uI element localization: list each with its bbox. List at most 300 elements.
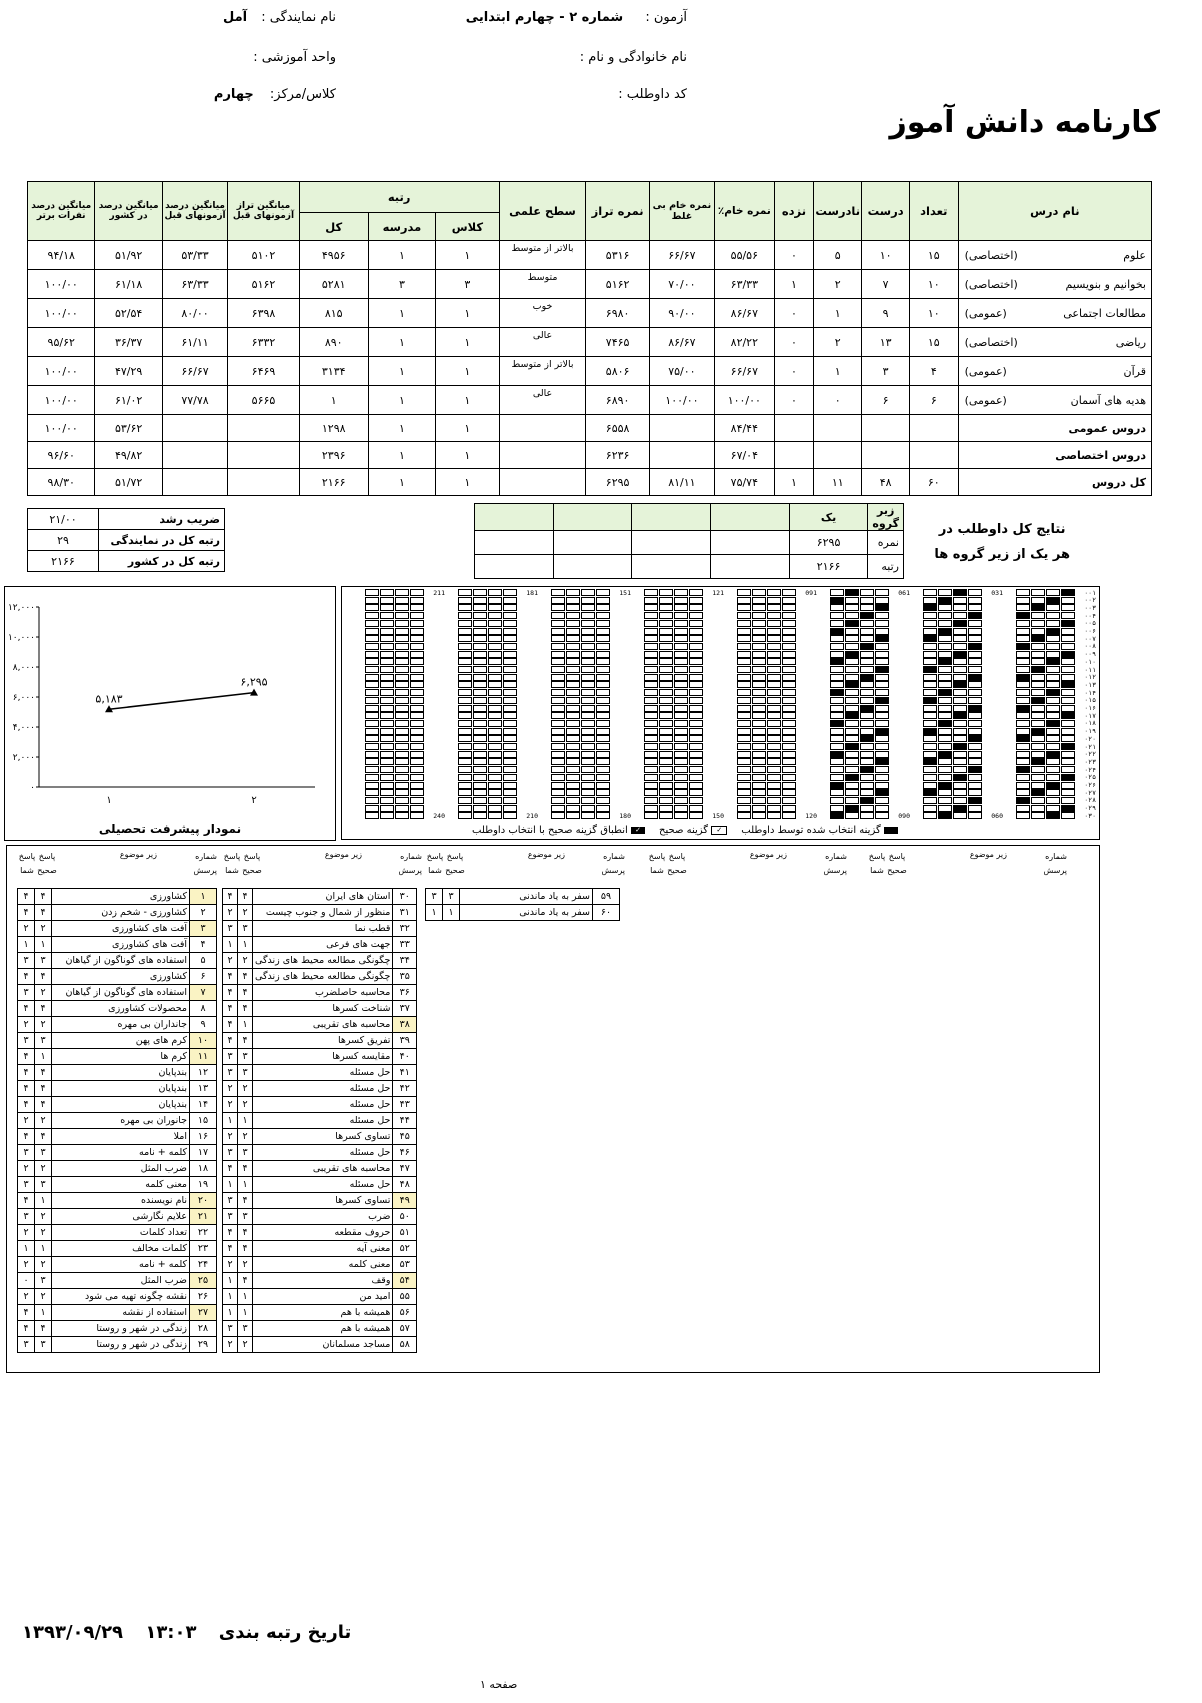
answer-bubble xyxy=(953,651,967,658)
answer-bubble xyxy=(1061,758,1075,765)
cell-avg_pct_top: ۱۰۰/۰۰ xyxy=(28,415,95,442)
answer-row xyxy=(1007,728,1096,735)
answer-bubble xyxy=(458,681,472,688)
cell-raw_no_neg: ۹۰/۰۰ xyxy=(649,299,714,328)
question-yours: ۱ xyxy=(223,1177,238,1193)
question-row xyxy=(18,1049,217,1065)
cell-blank: ۰ xyxy=(774,328,814,357)
answer-bubble xyxy=(395,751,409,758)
answer-bubble xyxy=(875,782,889,789)
question-yours: ۳ xyxy=(18,1209,35,1225)
answer-bubble xyxy=(968,620,982,627)
answer-bubble xyxy=(644,766,658,773)
answer-bubble xyxy=(488,774,502,781)
answer-bubble xyxy=(938,666,952,673)
legend-match-text: انطباق گزینه صحیح با انتخاب داوطلب xyxy=(472,825,628,836)
answer-row xyxy=(728,628,817,635)
question-number: ۴۷ xyxy=(393,1161,417,1177)
answer-bubble xyxy=(674,782,688,789)
answer-bubble xyxy=(674,674,688,681)
question-topic: حل مسئله xyxy=(253,1065,393,1081)
cell-avg_pct_country: ۵۳/۶۲ xyxy=(95,415,162,442)
answer-row xyxy=(635,728,724,735)
cell-level: خوب xyxy=(499,299,586,328)
answer-row xyxy=(542,689,631,696)
answer-row xyxy=(356,728,445,735)
answer-bubble xyxy=(830,720,844,727)
answer-bubble xyxy=(689,774,703,781)
answer-bubble xyxy=(938,589,952,596)
question-yours: ۴ xyxy=(223,1001,238,1017)
cell-rank_school: ۱ xyxy=(368,442,435,469)
answer-bubble xyxy=(365,612,379,619)
answer-bubble xyxy=(689,666,703,673)
answer-bubble xyxy=(689,597,703,604)
answer-bubble xyxy=(752,620,766,627)
question-row xyxy=(426,905,620,921)
question-topic: زندگی در شهر و روستا xyxy=(52,1321,190,1337)
question-topic: ضرب المثل xyxy=(52,1273,190,1289)
answer-bubble xyxy=(830,774,844,781)
cell-rank_school: ۱ xyxy=(368,357,435,386)
cell-blank: ۱ xyxy=(774,469,814,496)
answer-bubble xyxy=(689,620,703,627)
answer-bubble xyxy=(689,705,703,712)
question-correct: ۴ xyxy=(238,1033,253,1049)
answer-bubble xyxy=(410,774,424,781)
answer-bubble xyxy=(1061,797,1075,804)
cell-avg_pct_prev: ۸۰/۰۰ xyxy=(162,299,228,328)
header-topic: زیر موضوع xyxy=(119,850,157,859)
cell-raw_pct: ۸۶/۶۷ xyxy=(715,299,774,328)
answer-bubble xyxy=(581,735,595,742)
question-row xyxy=(223,1033,417,1049)
question-topic: بندپایان xyxy=(52,1097,190,1113)
answer-bubble xyxy=(566,789,580,796)
answer-bubble xyxy=(1046,681,1060,688)
answer-bubble xyxy=(830,705,844,712)
answer-bubble xyxy=(1061,705,1075,712)
answer-bubble xyxy=(503,743,517,750)
answer-bubble xyxy=(923,735,937,742)
question-yours: ۲ xyxy=(223,1129,238,1145)
question-correct: ۲ xyxy=(238,1257,253,1273)
answer-bubble xyxy=(1061,589,1075,596)
col-level: سطح علمی xyxy=(499,182,586,241)
question-row xyxy=(223,953,417,969)
answer-bubble xyxy=(875,604,889,611)
answer-row xyxy=(635,589,724,596)
answer-bubble xyxy=(380,597,394,604)
answer-row xyxy=(728,666,817,673)
answer-bubble xyxy=(458,805,472,812)
question-table-2 xyxy=(222,888,417,1353)
answer-bubble xyxy=(659,612,673,619)
question-yours: ۴ xyxy=(18,1097,35,1113)
summary-name: دروس اختصاصی xyxy=(958,442,1151,469)
question-correct: ۳ xyxy=(35,953,52,969)
answer-row xyxy=(542,797,631,804)
answer-bubble xyxy=(923,597,937,604)
answer-bubble xyxy=(503,758,517,765)
answer-column xyxy=(449,589,538,821)
answer-bubble xyxy=(782,797,796,804)
answer-bubble xyxy=(473,805,487,812)
subgroup-caption-line1: نتایج کل داوطلب در xyxy=(938,522,1066,537)
question-correct: ۳ xyxy=(238,921,253,937)
answer-bubble xyxy=(767,782,781,789)
answer-bubble xyxy=(1016,812,1030,819)
answer-row xyxy=(635,620,724,627)
answer-bubble xyxy=(503,751,517,758)
answer-bubble xyxy=(1046,705,1060,712)
answer-bubble xyxy=(458,766,472,773)
answer-bubble xyxy=(953,751,967,758)
answer-bubble xyxy=(395,743,409,750)
answer-bubble xyxy=(938,782,952,789)
answer-row xyxy=(635,812,724,819)
answer-row xyxy=(821,805,910,812)
answer-row xyxy=(542,697,631,704)
cell-count xyxy=(910,442,959,469)
answer-bubble xyxy=(1016,658,1030,665)
question-number: ۱۳ xyxy=(190,1081,217,1097)
answer-bubble xyxy=(395,604,409,611)
summary-name: کل دروس xyxy=(958,469,1151,496)
answer-bubble xyxy=(737,620,751,627)
cell-wrong: ۱ xyxy=(814,357,862,386)
answer-row xyxy=(356,743,445,750)
answer-bubble xyxy=(782,681,796,688)
question-row xyxy=(223,905,417,921)
answer-number: ۰۲۱ xyxy=(1084,742,1096,751)
answer-bubble xyxy=(488,789,502,796)
answer-bubble xyxy=(737,651,751,658)
answer-bubble xyxy=(566,774,580,781)
answer-bubble xyxy=(551,751,565,758)
answer-bubble xyxy=(1046,758,1060,765)
answer-bubble xyxy=(953,612,967,619)
answer-bubble xyxy=(782,612,796,619)
answer-bubble xyxy=(1031,589,1045,596)
growth-label: رتبه کل در کشور xyxy=(99,551,225,572)
answer-bubble xyxy=(395,589,409,596)
answer-bubble xyxy=(566,743,580,750)
answer-row xyxy=(728,651,817,658)
answer-row xyxy=(542,635,631,642)
answer-bubble xyxy=(458,735,472,742)
question-topic: همیشه با هم xyxy=(253,1321,393,1337)
answer-bubble xyxy=(782,720,796,727)
answer-bubble xyxy=(860,620,874,627)
answer-bubble xyxy=(551,597,565,604)
unit-label: واحد آموزشی : xyxy=(253,50,336,65)
question-row xyxy=(18,953,217,969)
answer-row xyxy=(635,635,724,642)
class-field xyxy=(214,87,336,102)
answer-row xyxy=(914,766,1003,773)
answer-bubble xyxy=(365,812,379,819)
answer-bubble xyxy=(875,666,889,673)
answer-bubble xyxy=(968,589,982,596)
answer-row xyxy=(356,643,445,650)
answer-number: ۰۱۰ xyxy=(1084,657,1096,666)
cell-correct xyxy=(862,442,910,469)
answer-row xyxy=(449,628,538,635)
header-topic: زیر موضوع xyxy=(969,850,1007,859)
cell-wrong: ۵ xyxy=(814,241,862,270)
answer-bubble xyxy=(968,674,982,681)
cell-avg_pct_country: ۶۱/۱۸ xyxy=(95,270,162,299)
answer-row xyxy=(635,628,724,635)
question-yours: ۳ xyxy=(223,1209,238,1225)
cell-scaled: ۵۸۰۶ xyxy=(586,357,649,386)
answer-bubble xyxy=(737,735,751,742)
answer-row xyxy=(728,697,817,704)
answer-bubble xyxy=(689,628,703,635)
answer-bubble xyxy=(1016,697,1030,704)
answer-bubble xyxy=(644,805,658,812)
answer-bubble xyxy=(380,705,394,712)
answer-row xyxy=(542,720,631,727)
chart-title: نمودار پیشرفت تحصیلی xyxy=(98,822,242,836)
answer-bubble xyxy=(410,728,424,735)
question-row xyxy=(18,1081,217,1097)
answer-row xyxy=(728,782,817,789)
cell-scaled: ۶۸۹۰ xyxy=(586,386,649,415)
question-correct: ۲ xyxy=(35,1225,52,1241)
answer-bubble xyxy=(1016,620,1030,627)
answer-bubble xyxy=(365,681,379,688)
answer-bubble xyxy=(845,620,859,627)
cell-avg_pct_top: ۱۰۰/۰۰ xyxy=(28,299,95,328)
answer-row xyxy=(542,628,631,635)
answer-bubble xyxy=(581,758,595,765)
answer-row xyxy=(728,597,817,604)
answer-bubble xyxy=(968,705,982,712)
answer-row xyxy=(356,651,445,658)
answer-bubble xyxy=(674,705,688,712)
question-yours: ۳ xyxy=(223,1321,238,1337)
answer-bubble xyxy=(644,635,658,642)
answer-bubble xyxy=(767,743,781,750)
answer-bubble xyxy=(830,782,844,789)
answer-bubble xyxy=(644,612,658,619)
question-row xyxy=(223,1193,417,1209)
answer-bubble xyxy=(1046,666,1060,673)
answer-bubble xyxy=(875,805,889,812)
answer-bubble xyxy=(644,774,658,781)
answer-bubble xyxy=(737,751,751,758)
answer-row xyxy=(728,612,817,619)
answer-bubble xyxy=(938,743,952,750)
question-yours: ۱ xyxy=(18,937,35,953)
question-header-group xyxy=(17,850,217,884)
answer-row xyxy=(356,604,445,611)
answer-bubble xyxy=(689,751,703,758)
answer-bubble xyxy=(473,720,487,727)
answer-bubble xyxy=(674,812,688,819)
answer-bubble xyxy=(488,743,502,750)
answer-row xyxy=(356,805,445,812)
answer-bubble xyxy=(938,789,952,796)
question-correct: ۲ xyxy=(35,1257,52,1273)
answer-bubble xyxy=(473,712,487,719)
question-topic: استان های ایران xyxy=(253,889,393,905)
answer-bubble xyxy=(782,743,796,750)
answer-bubble xyxy=(503,635,517,642)
answer-bubble xyxy=(845,635,859,642)
answer-bubble xyxy=(674,628,688,635)
ranking-time: ۱۳:۰۳ xyxy=(145,1622,197,1643)
question-row xyxy=(18,1065,217,1081)
answer-bubble xyxy=(830,743,844,750)
answer-row xyxy=(635,743,724,750)
answer-bubble xyxy=(1046,589,1060,596)
answer-bubble xyxy=(674,666,688,673)
answer-bubble xyxy=(782,689,796,696)
question-topic: استفاده های گوناگون از گیاهان xyxy=(52,953,190,969)
question-number: ۲۴ xyxy=(190,1257,217,1273)
answer-row xyxy=(728,674,817,681)
answer-bubble xyxy=(581,658,595,665)
subject-type: (اختصاصی) xyxy=(964,335,1018,349)
question-topic: محصولات کشاورزی xyxy=(52,1001,190,1017)
question-row xyxy=(223,1113,417,1129)
answer-bubble xyxy=(674,743,688,750)
answer-bubble xyxy=(488,751,502,758)
answer-bubble xyxy=(845,751,859,758)
answer-bubble xyxy=(596,735,610,742)
answer-row xyxy=(1007,689,1096,696)
answer-bubble xyxy=(659,620,673,627)
answer-bubble xyxy=(875,728,889,735)
answer-bubble xyxy=(644,628,658,635)
answer-bubble xyxy=(1016,604,1030,611)
question-number: ۵۰ xyxy=(393,1209,417,1225)
answer-bubble xyxy=(596,789,610,796)
answer-bubble xyxy=(503,705,517,712)
subject-cell xyxy=(958,386,1151,415)
header-yours: پاسخ شما xyxy=(648,852,666,875)
question-number: ۹ xyxy=(190,1017,217,1033)
cell-blank xyxy=(774,442,814,469)
cell-raw_pct: ۶۷/۰۴ xyxy=(715,442,774,469)
answer-bubble xyxy=(875,628,889,635)
answer-row xyxy=(821,774,910,781)
answer-bubble xyxy=(503,628,517,635)
answer-bubble xyxy=(782,735,796,742)
answer-row xyxy=(635,651,724,658)
answer-bubble xyxy=(566,712,580,719)
question-correct: ۴ xyxy=(238,1193,253,1209)
answer-bubble xyxy=(659,712,673,719)
answer-number: ۰۱۳ xyxy=(1084,680,1096,689)
answer-bubble xyxy=(503,658,517,665)
answer-bubble xyxy=(1046,643,1060,650)
data-point xyxy=(250,689,258,696)
question-number: ۱۷ xyxy=(190,1145,217,1161)
subgroup-caption-line2: هر یک از زیر گروه ها xyxy=(934,547,1070,562)
question-yours: ۱ xyxy=(18,1241,35,1257)
answer-bubble xyxy=(488,589,502,596)
answer-bubble xyxy=(659,728,673,735)
answer-bubble xyxy=(551,666,565,673)
answer-bubble xyxy=(551,651,565,658)
question-row xyxy=(223,969,417,985)
question-yours: ۲ xyxy=(223,1337,238,1353)
question-row xyxy=(18,1017,217,1033)
answer-number: ۰۳۰ xyxy=(1084,811,1096,820)
answer-bubble xyxy=(659,735,673,742)
answer-bubble xyxy=(644,651,658,658)
cell-raw_pct: ۸۴/۴۴ xyxy=(715,415,774,442)
answer-row xyxy=(542,735,631,742)
answer-row xyxy=(542,643,631,650)
answer-bubble xyxy=(968,782,982,789)
answer-bubble xyxy=(551,720,565,727)
answer-bubble xyxy=(395,728,409,735)
answer-bubble xyxy=(830,597,844,604)
answer-bubble xyxy=(395,705,409,712)
answer-row xyxy=(449,651,538,658)
answer-bubble xyxy=(968,728,982,735)
answer-bubble xyxy=(488,720,502,727)
answer-bubble xyxy=(1016,643,1030,650)
subgroup-empty xyxy=(632,504,711,531)
answer-number: ۰۱۲ xyxy=(1084,673,1096,682)
answer-bubble xyxy=(488,620,502,627)
cell-level: متوسط xyxy=(499,270,586,299)
answer-bubble xyxy=(953,658,967,665)
answer-bubble xyxy=(923,666,937,673)
answer-bubble xyxy=(566,589,580,596)
answer-bubble xyxy=(659,651,673,658)
answer-bubble xyxy=(737,697,751,704)
answer-bubble xyxy=(566,705,580,712)
answer-row xyxy=(356,789,445,796)
question-row xyxy=(223,1017,417,1033)
answer-row xyxy=(914,612,1003,619)
question-yours: ۲ xyxy=(223,1257,238,1273)
answer-bubble xyxy=(395,674,409,681)
answer-bubble xyxy=(923,651,937,658)
answer-bubble xyxy=(458,674,472,681)
col-avg-pct-country: میانگین درصد در کشور xyxy=(95,182,162,241)
cell-count: ۱۵ xyxy=(910,328,959,357)
answer-bubble xyxy=(503,766,517,773)
answer-bubble xyxy=(473,689,487,696)
question-topic: کرم ها xyxy=(52,1049,190,1065)
answer-bubble xyxy=(473,782,487,789)
answer-bubble xyxy=(968,628,982,635)
answer-bubble xyxy=(689,589,703,596)
answer-row xyxy=(821,604,910,611)
answer-number: 091 xyxy=(805,588,817,597)
cell-count: ۱۰ xyxy=(910,270,959,299)
question-row xyxy=(18,1129,217,1145)
legend-check-box-icon: ✓ xyxy=(711,826,727,835)
answer-bubble xyxy=(581,643,595,650)
answer-row xyxy=(914,712,1003,719)
answer-bubble xyxy=(1031,758,1045,765)
answer-row xyxy=(356,612,445,619)
answer-bubble xyxy=(860,789,874,796)
question-row xyxy=(18,1193,217,1209)
answer-bubble xyxy=(503,604,517,611)
answer-row xyxy=(821,635,910,642)
answer-bubble xyxy=(395,766,409,773)
